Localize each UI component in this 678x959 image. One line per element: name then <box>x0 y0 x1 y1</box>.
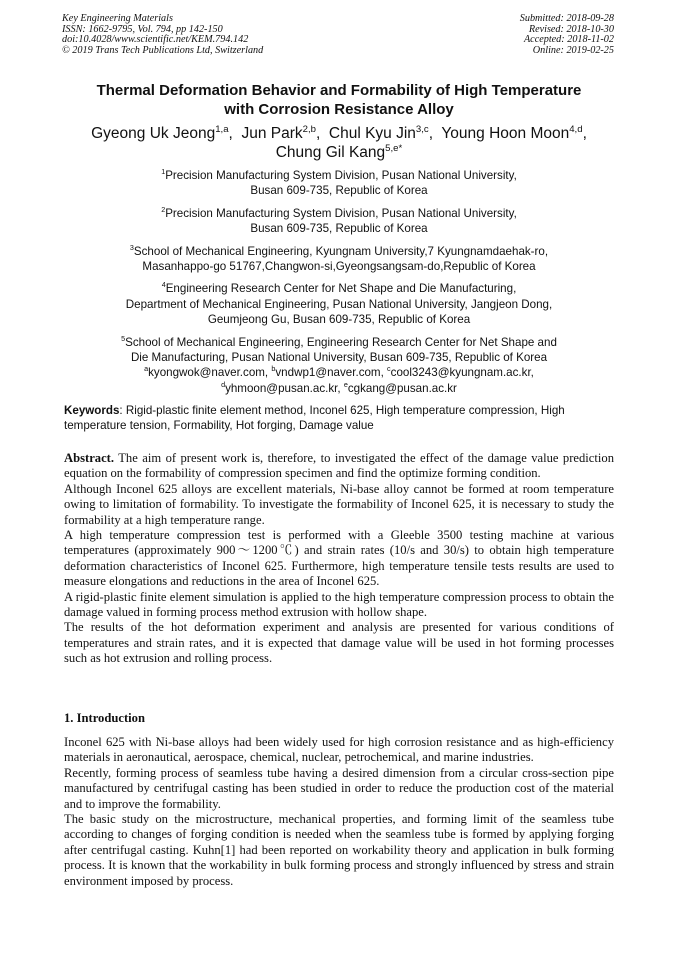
issn-line: ISSN: 1662-9795, Vol. 794, pp 142-150 <box>62 23 223 35</box>
affiliation-line: Department of Mechanical Engineering, Pusan National University, Jangjeon Dong, <box>125 297 553 311</box>
paper-title <box>40 81 638 119</box>
copyright-line: © 2019 Trans Tech Publications Ltd, Switzerland <box>62 44 264 56</box>
affiliation-mark: 5 <box>121 333 126 343</box>
author-name: Jun Park <box>241 125 303 142</box>
email-mark: a <box>144 364 149 374</box>
affiliation-line: Busan 609-735, Republic of Korea <box>250 222 428 236</box>
affiliation-line: Masanhappo-go 51767,Changwon-si,Gyeongsangsam-do,Republic of Korea <box>142 260 536 274</box>
email-address: vndwp1@naver.com, <box>275 366 388 380</box>
title-line-2: with Corrosion Resistance Alloy <box>224 101 454 118</box>
abstract-paragraph: The results of the hot deformation experiment and analysis are presented for various conditions of temperatures and strain rates, and it is expected that damage value will be used in hot forming processes such as hot extrusion and rolling process. <box>64 620 614 666</box>
email-address: cool3243@kyungnam.ac.kr, <box>390 366 534 380</box>
online-date: Online: 2019-02-25 <box>532 44 614 56</box>
email-mark: c <box>387 364 391 374</box>
introduction-paragraph: Inconel 625 with Ni-base alloys had been widely used for high corrosion resistance and as high-efficiency materials in aeronautical, aerospace, chemical, nuclear, petrochemical, and marine industries. <box>64 735 614 765</box>
accepted-date: Accepted: 2018-11-02 <box>523 34 614 46</box>
affiliations <box>40 168 638 396</box>
affiliation-mark: 4 <box>161 280 166 290</box>
email-address: cgkang@pusan.ac.kr <box>347 381 457 395</box>
author-name: Chul Kyu Jin <box>328 125 416 142</box>
section-heading-introduction: 1. Introduction <box>64 711 145 725</box>
email-address: yhmoon@pusan.ac.kr, <box>225 381 344 395</box>
affiliation-5 <box>40 335 638 366</box>
author-affiliation-mark: 5,e* <box>385 142 403 154</box>
keywords-text: : Rigid-plastic finite element method, Inconel 625, High temperature compression, High temperature tension, Formability, Hot forging, Damage value <box>64 404 565 432</box>
introduction-paragraph: Recently, forming process of seamless tube having a desired dimension from a circular cross-section pipe manufactured by centrifugal casting has been studied in order to reduce the production cost of the material and to improve the formability. <box>64 765 614 811</box>
revised-date: Revised: 2018-10-30 <box>528 23 614 35</box>
affiliation-3 <box>40 244 638 275</box>
affiliation-4 <box>40 281 638 327</box>
abstract-section <box>64 451 614 667</box>
affiliation-line: Precision Manufacturing System Division, Pusan National University, <box>165 206 517 220</box>
affiliation-mark: 1 <box>161 167 166 177</box>
abstract-paragraph <box>64 451 614 482</box>
journal-header-left <box>62 14 263 56</box>
author-affiliation-mark: 4,d <box>569 123 583 135</box>
journal-header-right <box>520 14 614 56</box>
email-mark: e <box>343 380 348 390</box>
affiliation-mark: 3 <box>129 242 134 252</box>
affiliation-line: Geumjeong Gu, Busan 609-735, Republic of Korea <box>207 313 471 327</box>
affiliation-line: Die Manufacturing, Pusan National University, Busan 609-735, Republic of Korea <box>130 351 548 365</box>
email-address: kyongwok@naver.com, <box>148 366 272 380</box>
abstract-paragraph: A high temperature compression test is performed with a Gleeble 3500 testing machine at various temperatures (approximately 900～1200℃) and strain rates (10/s and 30/s) to obtain high temperature deformation characteristics of Inconel 625. Furthermore, high temperature tensile tests results are used to measure elongations and reductions in the area of Inconel 625. <box>64 528 614 589</box>
author-affiliation-mark: 2,b <box>302 123 316 135</box>
author-affiliation-mark: 3,c <box>415 123 429 135</box>
abstract-paragraph: Although Inconel 625 alloys are excellent materials, Ni-base alloy cannot be formed at room temperature owing to limitation of formability. To investigate the formability of Inconel 625, it is necessary to study the formability at a high temperature range. <box>64 481 614 527</box>
author-affiliation-mark: 1,a <box>215 123 229 135</box>
abstract-text: The aim of present work is, therefore, to investigated the effect of the damage value prediction equation on the formability of compression specimen and find the optimize forming condition. <box>64 451 614 481</box>
introduction-section <box>64 735 614 889</box>
author-list: Gyeong Uk Jeong$^{1,a}$, Jun Park$^{2,b}$, Chul Kyu Jin$^{3,c}$, Young Hoon Moon$^{4,d}$, Chung Gil Kang$^{5,e*}$ <box>91 123 587 161</box>
author-name: Chung Gil Kang <box>275 144 386 161</box>
abstract-paragraph: A rigid-plastic finite element simulation is applied to the high temperature compression process to obtain the damage valued in forming process method extrusion with hollow shape. <box>64 589 614 620</box>
email-mark: d <box>221 380 226 390</box>
affiliation-line: School of Mechanical Engineering, Kyungnam University,7 Kyungnamdaehak-ro, <box>133 244 549 258</box>
author-name: Young Hoon Moon <box>441 125 570 142</box>
keywords-block <box>64 404 614 433</box>
submitted-date: Submitted: 2018-09-28 <box>519 13 614 24</box>
email-mark: b <box>271 364 276 374</box>
affiliation-line: School of Mechanical Engineering, Engineering Research Center for Net Shape and <box>125 335 557 349</box>
title-line-1: Thermal Deformation Behavior and Formability of High Temperature <box>96 82 582 99</box>
introduction-paragraph: The basic study on the microstructure, mechanical properties, and forming limit of the seamless tube according to changes of forging condition is needed when the seamless tube is formed by applying forging after centrifugal casting. Kuhn[1] had been reported on workability theory and application in bulk forming process. It is known that the workability in bulk forming process and strongly influenced by stress and strain environment imposed by process. <box>64 812 614 888</box>
abstract-label: Abstract. <box>64 451 115 465</box>
author-emails <box>40 365 638 396</box>
keywords-label: Keywords <box>64 404 120 417</box>
affiliation-line: Precision Manufacturing System Division, Pusan National University, <box>165 169 517 182</box>
affiliation-1 <box>40 168 638 199</box>
affiliation-line: Engineering Research Center for Net Shape and Die Manufacturing, <box>165 282 517 296</box>
author-name: Gyeong Uk Jeong <box>91 125 216 142</box>
journal-name: Key Engineering Materials <box>62 13 173 24</box>
affiliation-2 <box>40 206 638 237</box>
affiliation-mark: 2 <box>161 204 166 214</box>
affiliation-line: Busan 609-735, Republic of Korea <box>250 184 428 198</box>
doi-line: doi:10.4028/www.scientific.net/KEM.794.142 <box>62 34 249 46</box>
